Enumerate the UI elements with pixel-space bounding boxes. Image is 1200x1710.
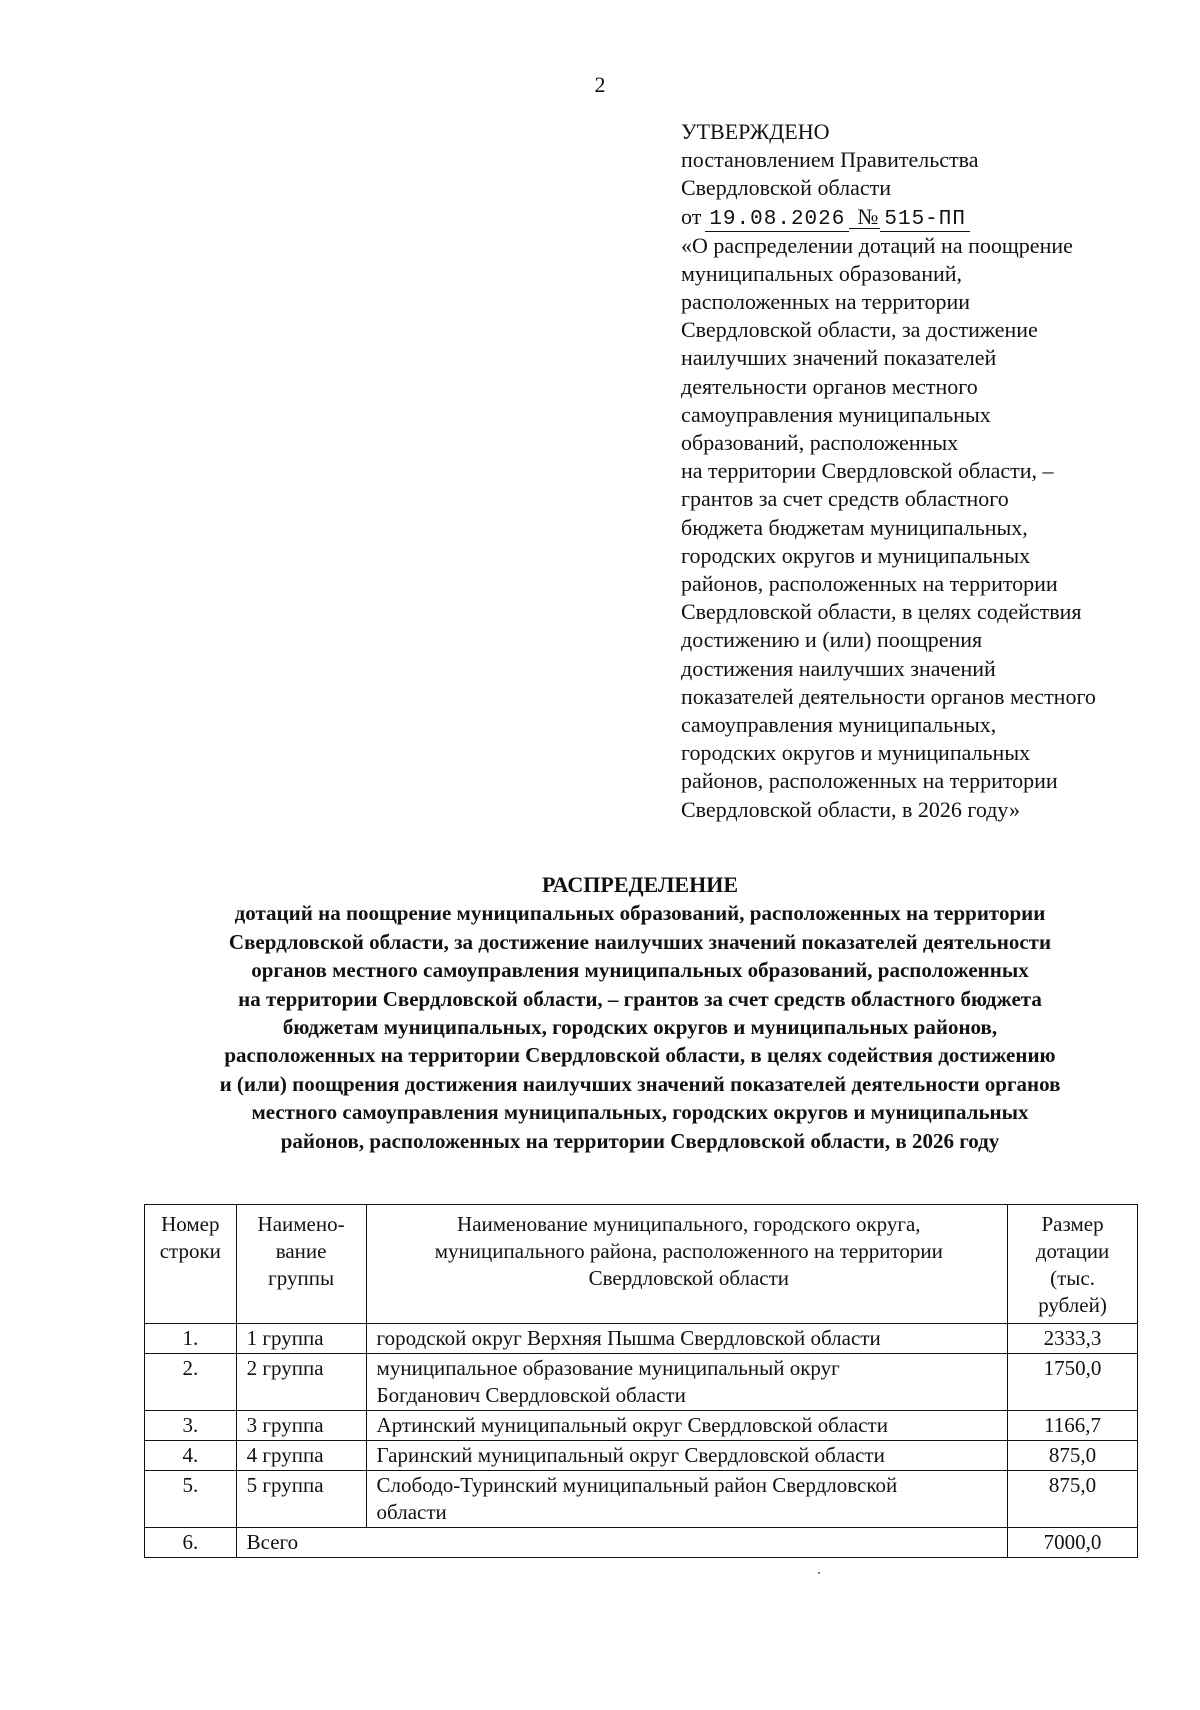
group-name: 3 группа (236, 1411, 366, 1441)
header-line: (тыс. (1050, 1266, 1095, 1290)
title-line: местного самоуправления муниципальных, городских округов и муниципальных (251, 1100, 1029, 1125)
approval-heading: УТВЕРЖДЕНО (681, 119, 830, 144)
approval-title-line: «О распределении дотаций на поощрение (681, 232, 1073, 258)
table-row (145, 1441, 1138, 1471)
approval-line: постановлением Правительства (681, 147, 979, 173)
group-name: 1 группа (236, 1324, 366, 1354)
header-group-name (236, 1205, 366, 1324)
header-subsidy-amount (1008, 1205, 1138, 1324)
approval-title-line: деятельности органов местного (681, 373, 978, 399)
total-label: Всего (236, 1528, 1007, 1558)
municipality-name (366, 1471, 1008, 1528)
approval-title-line: показателей деятельности органов местного (681, 683, 1096, 709)
municipality-name-line: Гаринский муниципальный округ Свердловской области (376, 1443, 885, 1467)
date-prefix: от (681, 203, 702, 229)
row-number: 4. (145, 1441, 237, 1471)
header-line: вание (275, 1239, 327, 1263)
group-name: 5 группа (236, 1471, 366, 1528)
header-line: Свердловской области (588, 1266, 790, 1290)
header-line: Наименование муниципального, городского округа, (457, 1212, 921, 1236)
approval-date-line (681, 203, 1161, 232)
title-line: на территории Свердловской области, – грантов за счет средств областного бюджета (238, 986, 1042, 1011)
approval-title-line: Свердловской области, в целях содействия (681, 599, 1082, 625)
municipality-name (366, 1354, 1008, 1411)
table-row (145, 1411, 1138, 1441)
approval-title-line: Свердловской области, в 2026 году» (681, 796, 1020, 822)
header-line: строки (159, 1239, 221, 1263)
header-line: дотации (1035, 1239, 1110, 1263)
approval-title-line: достижению и (или) поощрения (681, 627, 983, 653)
group-name: 2 группа (236, 1354, 366, 1411)
header-line: Размер (1041, 1212, 1104, 1236)
header-line: муниципального района, расположенного на территории (434, 1239, 943, 1263)
subsidy-amount: 875,0 (1008, 1441, 1138, 1471)
approval-title-line: городских округов и муниципальных (681, 542, 1031, 568)
title-line: органов местного самоуправления муниципальных образований, расположенных (251, 958, 1029, 983)
approval-title-line: муниципальных образований, (681, 260, 963, 286)
header-row-number (145, 1205, 237, 1324)
municipality-name (366, 1411, 1008, 1441)
row-number: 6. (145, 1528, 237, 1558)
municipality-name-line: Богданович Свердловской области (376, 1383, 686, 1407)
approval-title-line: достижения наилучших значений (681, 655, 996, 681)
approval-title-line: расположенных на территории (681, 289, 971, 315)
page-number: 2 (594, 72, 606, 97)
title-line: бюджетам муниципальных, городских округов и муниципальных районов, (282, 1015, 998, 1040)
approval-number: 515-ПП (880, 209, 970, 232)
total-amount: 7000,0 (1008, 1528, 1138, 1558)
header-municipality-name (366, 1205, 1008, 1324)
municipality-name-line: Слободо-Туринский муниципальный район Свердловской (376, 1473, 898, 1497)
table-header-row (145, 1205, 1138, 1324)
table-row (145, 1354, 1138, 1411)
municipality-name (366, 1441, 1008, 1471)
document-title (110, 871, 1170, 1155)
header-line: Наимено- (257, 1212, 345, 1236)
row-number: 3. (145, 1411, 237, 1441)
approval-title-line: самоуправления муниципальных (681, 401, 991, 427)
municipality-name (366, 1324, 1008, 1354)
row-number: 1. (145, 1324, 237, 1354)
approval-block (681, 118, 1161, 824)
approval-title-line: образований, расположенных (681, 430, 959, 456)
title-line: и (или) поощрения достижения наилучших значений показателей деятельности органов (219, 1071, 1061, 1096)
approval-title-line: на территории Свердловской области, – (681, 458, 1054, 484)
approval-title-line: районов, расположенных на территории (681, 571, 1058, 597)
municipality-name-line: области (376, 1500, 447, 1524)
title-subtitle (110, 899, 1170, 1155)
approval-title-line: наилучших значений показателей (681, 345, 997, 371)
approval-title-line: городских округов и муниципальных (681, 740, 1031, 766)
subsidy-amount: 1750,0 (1008, 1354, 1138, 1411)
header-line: группы (268, 1266, 335, 1290)
title-line: дотаций на поощрение муниципальных образований, расположенных на территории (234, 901, 1046, 926)
group-name: 4 группа (236, 1441, 366, 1471)
title-line: расположенных на территории Свердловской области, в целях содействия достижению (224, 1043, 1056, 1068)
approval-title-line: грантов за счет средств областного (681, 486, 1009, 512)
number-prefix: № (849, 206, 880, 229)
approval-title (681, 232, 1161, 824)
municipality-name-line: городской округ Верхняя Пышма Свердловской области (376, 1326, 881, 1350)
municipality-name-line: муниципальное образование муниципальный округ (376, 1356, 840, 1380)
header-line: Номер (161, 1212, 220, 1236)
distribution-table (144, 1204, 1138, 1558)
approval-title-line: бюджета бюджетам муниципальных, (681, 514, 1028, 540)
row-number: 5. (145, 1471, 237, 1528)
table-total-row (145, 1528, 1138, 1558)
municipality-name-line: Артинский муниципальный округ Свердловской области (376, 1413, 888, 1437)
header-line: рублей) (1038, 1293, 1107, 1317)
subsidy-amount: 1166,7 (1008, 1411, 1138, 1441)
row-number: 2. (145, 1354, 237, 1411)
approval-title-line: самоуправления муниципальных, (681, 712, 997, 738)
table-row (145, 1471, 1138, 1528)
title-main: РАСПРЕДЕЛЕНИЕ (541, 872, 738, 897)
approval-date: 19.08.2026 (705, 209, 849, 232)
scan-speck (818, 1572, 820, 1574)
subsidy-amount: 2333,3 (1008, 1324, 1138, 1354)
approval-title-line: районов, расположенных на территории (681, 768, 1058, 794)
subsidy-amount: 875,0 (1008, 1471, 1138, 1528)
title-line: районов, расположенных на территории Свердловской области, в 2026 году (280, 1128, 1000, 1153)
title-line: Свердловской области, за достижение наилучших значений показателей деятельности (228, 929, 1052, 954)
table-row (145, 1324, 1138, 1354)
approval-title-line: Свердловской области, за достижение (681, 317, 1038, 343)
approval-line: Свердловской области (681, 175, 891, 201)
